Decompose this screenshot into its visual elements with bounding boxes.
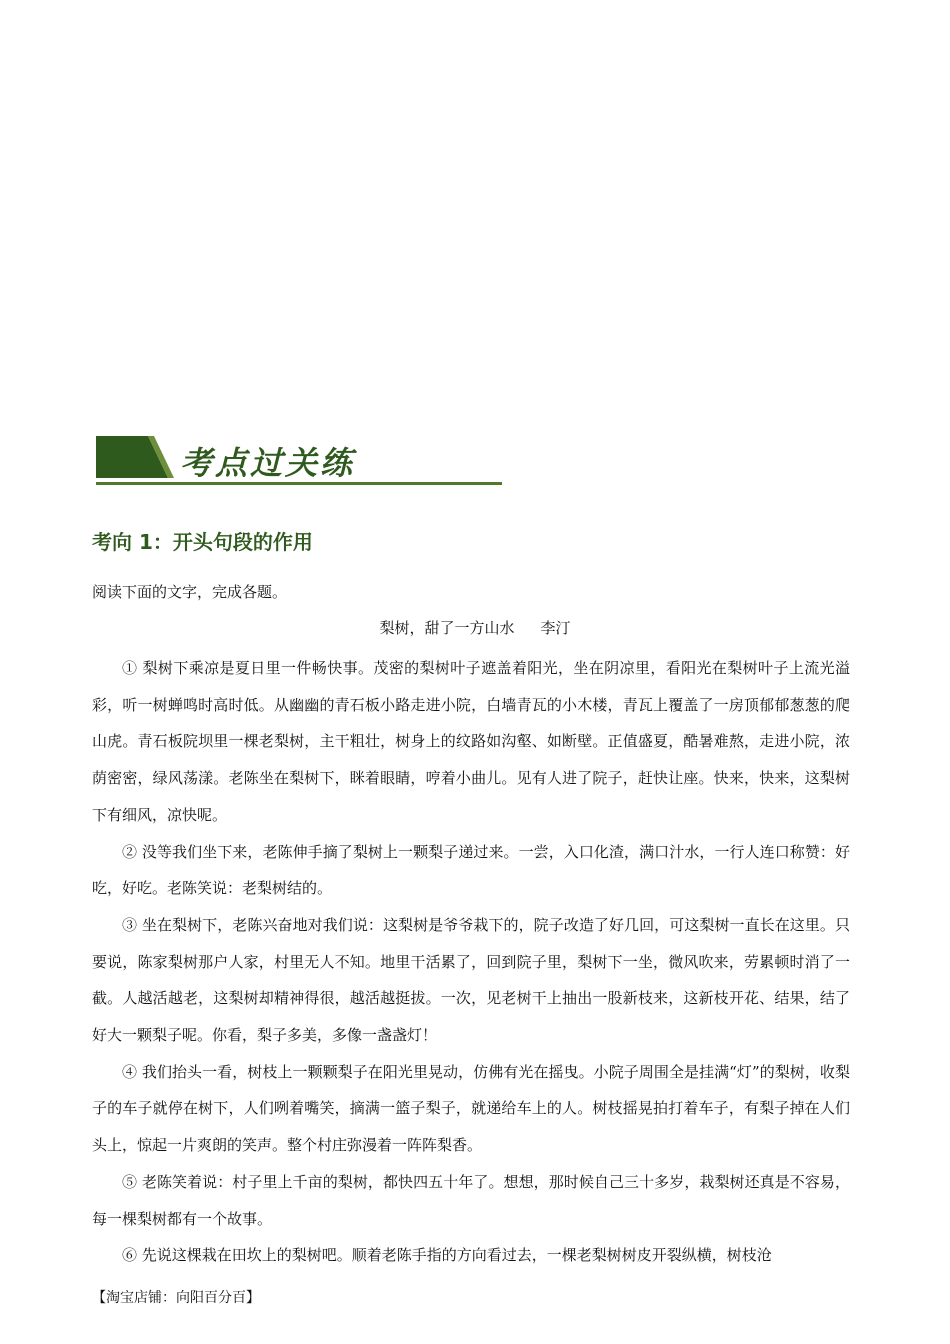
paragraph: ⑥ 先说这棵栽在田坎上的梨树吧。顺着老陈手指的方向看过去，一棵老梨树树皮开裂纵横，树枝沧 xyxy=(122,1246,772,1265)
paragraph: ④ 我们抬头一看，树枝上一颗颗梨子在阳光里晃动，仿佛有光在摇曳。小院子周围全是挂满“灯”的梨树，收梨子的车子就停在树下，人们咧着嘴笑，摘满一篮子梨子，就递给车上的人。树枝摇晃拍打着车子，有梨子掉在人们头上，惊起一片爽朗的笑声。整个村庄弥漫着一阵阵梨香。 xyxy=(92,1062,850,1155)
instruction-text: 阅读下面的文字，完成各题。 xyxy=(92,583,288,601)
paragraph: ⑤ 老陈笑着说：村子里上千亩的梨树，都快四五十年了。想想，那时候自己三十多岁，栽梨树还真是不容易，每一棵梨树都有一个故事。 xyxy=(92,1172,850,1228)
banner-title: 考点过关练 xyxy=(180,444,356,482)
paragraph: ③ 坐在梨树下，老陈兴奋地对我们说：这梨树是爷爷栽下的，院子改造了好几回，可这梨树一直长在这里。只要说，陈家梨树那户人家，村里无人不知。地里干活累了，回到院子里，梨树下一坐，微风吹来，劳累顿时消了一截。人越活越老，这梨树却精神得很，越活越挺拔。一次，见老树干上抽出一股新枝来，这新枝开花、结果，结了好大一颗梨子呢。你看，梨子多美，多像一盏盏灯！ xyxy=(92,915,850,1045)
article-title: 梨树，甜了一方山水 xyxy=(379,619,515,637)
article-body xyxy=(92,650,850,1274)
article-title-line xyxy=(0,617,950,638)
paragraph: ① 梨树下乘凉是夏日里一件畅快事。茂密的梨树叶子遮盖着阳光，坐在阴凉里，看阳光在梨树叶子上流光溢彩，听一树蝉鸣时高时低。从幽幽的青石板小路走进小院，白墙青瓦的小木楼，青瓦上覆盖了一房顶郁郁葱葱的爬山虎。青石板院坝里一棵老梨树，主干粗壮，树身上的纹路如沟壑、如断壁。正值盛夏，酷暑难熬，走进小院，浓荫密密，绿风荡漾。老陈坐在梨树下，眯着眼睛，哼着小曲儿。见有人进了院子，赶快让座。快来，快来，这梨树下有细风，凉快呢。 xyxy=(92,659,850,824)
banner-underline xyxy=(96,482,502,485)
footer-shop-note: 【淘宝店铺：向阳百分百】 xyxy=(92,1290,260,1306)
section-banner xyxy=(96,436,504,488)
paragraph: ② 没等我们坐下来，老陈伸手摘了梨树上一颗梨子递过来。一尝，入口化渣，满口汁水，一行人连口称赞：好吃，好吃。老陈笑说：老梨树结的。 xyxy=(92,842,850,898)
article-author: 李汀 xyxy=(540,619,571,637)
section-heading: 考向 1：开头句段的作用 xyxy=(92,530,313,554)
